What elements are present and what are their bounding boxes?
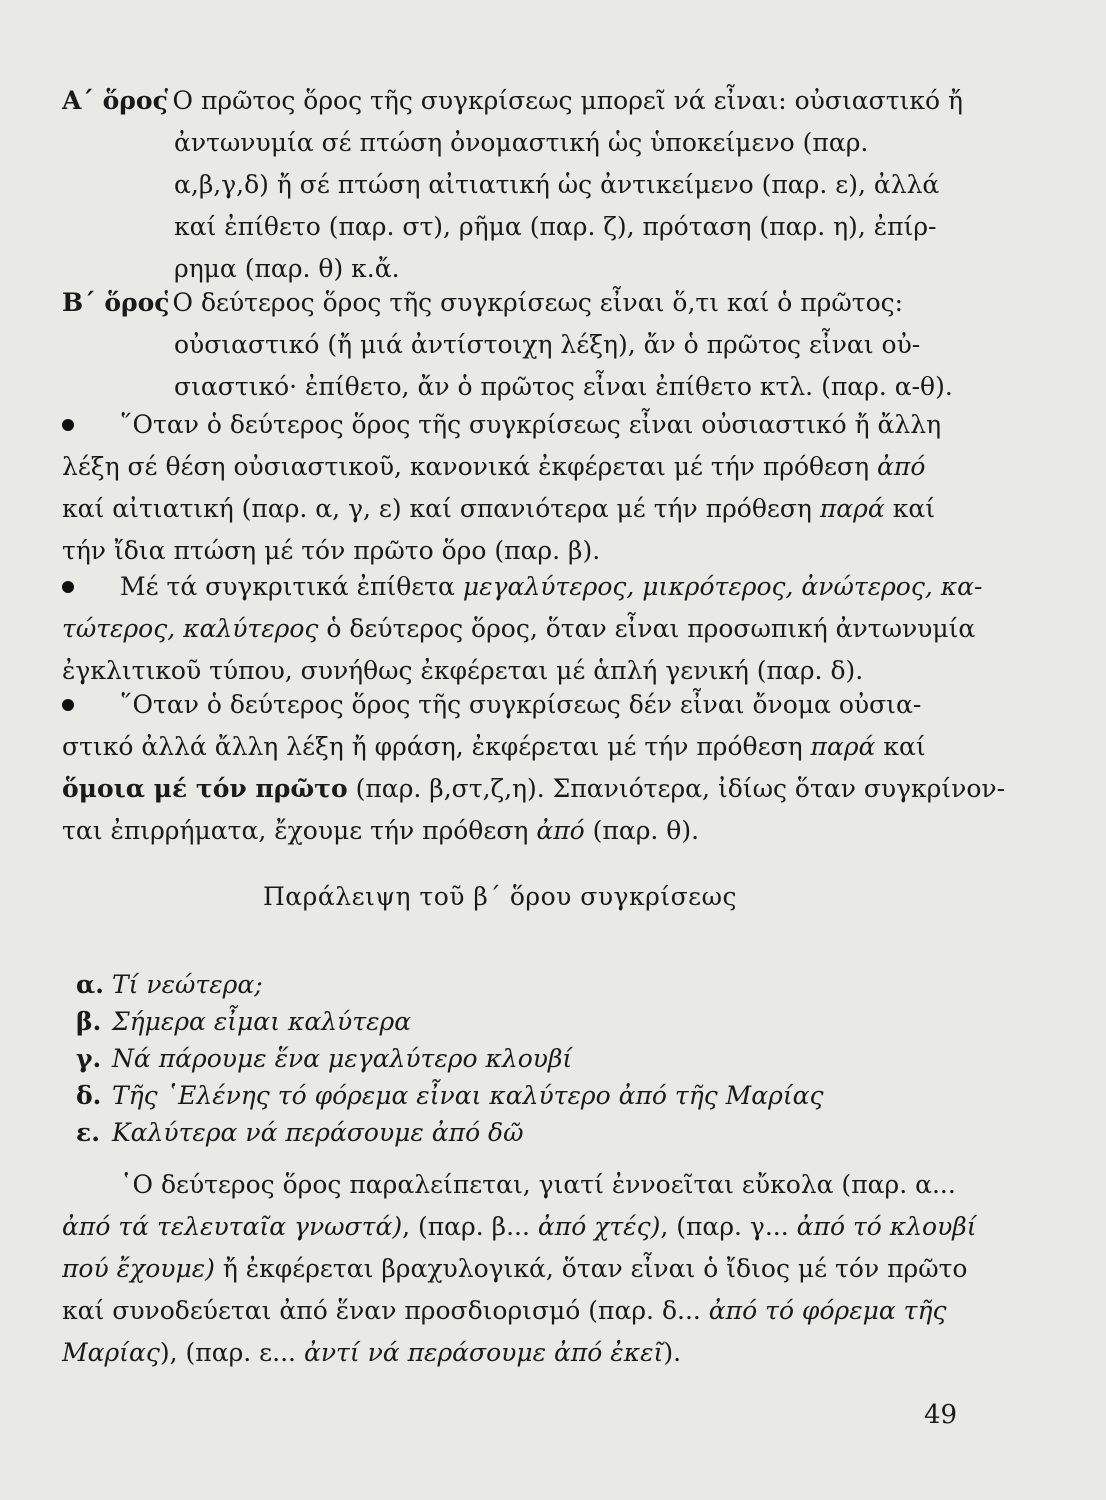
comparative-adjectives-cont: τώτερος, καλύτερος [62, 614, 319, 643]
closing-text: ), (παρ. ε... [159, 1338, 296, 1367]
example-letter: ε. [76, 1118, 100, 1147]
closing-italic: ἀπό τό κλουβί [796, 1212, 977, 1241]
term-a-line-1: ῾Ο πρῶτος ὅρος τῆς συγκρίσεως μπορεῖ νά εἶναι: οὐσιαστικό ἤ [160, 86, 963, 115]
bullet-1-line-4: τήν ἴδια πτώση μέ τόν πρῶτο ὅρο (παρ. β). [62, 536, 601, 565]
bullet-3-line-4: ται ἐπιρρήματα, ἔχουμε τήν πρόθεση [62, 816, 529, 845]
example-text: Καλύτερα νά περάσουμε ἀπό δῶ [112, 1118, 524, 1147]
bold-phrase: ὅμοια μέ τόν πρῶτο [62, 774, 348, 803]
bullet-paragraph-2 [62, 566, 983, 692]
bullet-2-line-2: ὁ δεύτερος ὅρος, ὅταν εἶναι προσωπική ἀντωνυμία [326, 614, 976, 643]
example-text: Σήμερα εἶμαι καλύτερα [112, 1007, 412, 1036]
term-b-line-2: οὐσιαστικό (ἤ μιά ἀντίστοιχη λέξη), ἄν ὁ πρῶτος εἶναι οὐ- [174, 330, 921, 359]
closing-italic: πού ἔχουμε) [62, 1254, 215, 1283]
bullet-dot-icon [62, 581, 74, 593]
closing-text: , (παρ. γ... [660, 1212, 789, 1241]
bullet-paragraph-1 [62, 404, 942, 572]
example-letter: α. [76, 970, 104, 999]
closing-paragraph [62, 1164, 977, 1374]
closing-text: ἤ ἐκφέρεται βραχυλογικά, ὅταν εἶναι ὁ ἴδιος μέ τόν πρῶτο [222, 1254, 968, 1283]
term-a-line-4: καί ἐπίθετο (παρ. στ), ρῆμα (παρ. ζ), πρόταση (παρ. η), ἐπίρ- [174, 212, 937, 241]
bullet-dot-icon [62, 419, 74, 431]
closing-line-1: ῾Ο δεύτερος ὅρος παραλείπεται, γιατί ἐννοεῖται εὔκολα (παρ. α... [120, 1170, 956, 1199]
term-a-line-2: ἀντωνυμία σέ πτώση ὀνομαστική ὡς ὑποκείμενο (παρ. [174, 128, 869, 157]
closing-italic: ἀπό τά τελευταῖα γνωστά) [62, 1212, 403, 1241]
closing-text: ). [663, 1338, 682, 1367]
bullet-dot-icon [62, 699, 74, 711]
example-text: Νά πάρουμε ἕνα μεγαλύτερο κλουβί [112, 1044, 573, 1073]
bullet-3-line-2-end: καί [883, 732, 926, 761]
preposition-para: παρά [810, 732, 876, 761]
list-item [76, 1003, 824, 1040]
examples-list [76, 966, 824, 1151]
term-a-line-5: ρημα (παρ. θ) κ.ἄ. [174, 254, 400, 283]
example-letter: γ. [76, 1044, 102, 1073]
section-heading: Παράλειψη τοῦ β΄ ὅρου συγκρίσεως [263, 882, 737, 911]
closing-text: καί συνοδεύεται ἀπό ἕναν προσδιορισμό (παρ. δ... [62, 1296, 701, 1325]
term-b-label: Β΄ ὅρος [62, 288, 170, 317]
term-b-line-3: σιαστικό· ἐπίθετο, ἄν ὁ πρῶτος εἶναι ἐπίθετο κτλ. (παρ. α-θ). [174, 372, 953, 401]
example-letter: β. [76, 1007, 102, 1036]
bullet-1-line-2: λέξη σέ θέση οὐσιαστικοῦ, κανονικά ἐκφέρεται μέ τήν πρόθεση [62, 452, 870, 481]
bullet-1-line-1: ῞Οταν ὁ δεύτερος ὅρος τῆς συγκρίσεως εἶναι οὐσιαστικό ἤ ἄλλη [120, 410, 942, 439]
bullet-3-line-4-end: (παρ. θ). [592, 816, 700, 845]
bullet-1-line-3-end: καί [892, 494, 936, 523]
closing-italic: ἀπό τό φόρεμα τῆς [708, 1296, 947, 1325]
page-number: 49 [924, 1400, 958, 1430]
preposition-apo: ἀπό [536, 816, 585, 845]
example-text: Τῆς ῾Ελένης τό φόρεμα εἶναι καλύτερο ἀπό τῆς Μαρίας [112, 1081, 824, 1110]
bullet-paragraph-3 [62, 684, 1006, 852]
term-b-line-1: ῾Ο δεύτερος ὅρος τῆς συγκρίσεως εἶναι ὅ,τι καί ὁ πρῶτος: [160, 288, 904, 317]
list-item [76, 966, 824, 1003]
closing-italic: ἀντί νά περάσουμε ἀπό ἐκεῖ [303, 1338, 664, 1367]
bullet-3-line-1: ῞Οταν ὁ δεύτερος ὅρος τῆς συγκρίσεως δέν εἶναι ὄνομα οὐσια- [120, 690, 922, 719]
comparative-adjectives: μεγαλύτερος, μικρότερος, ἀνώτερος, κα- [462, 572, 983, 601]
bullet-1-line-3: καί αἰτιατική (παρ. α, γ, ε) καί σπανιότερα μέ τήν πρόθεση [62, 494, 812, 523]
closing-italic: Μαρίας [62, 1338, 160, 1367]
term-a-line-3: α,β,γ,δ) ἤ σέ πτώση αἰτιατική ὡς ἀντικείμενο (παρ. ε), ἀλλά [174, 170, 940, 199]
example-letter: δ. [76, 1081, 102, 1110]
bullet-3-line-3: (παρ. β,στ,ζ,η). Σπανιότερα, ἰδίως ὅταν συγκρίνον- [355, 774, 1006, 803]
bullet-2-line-3: ἐγκλιτικοῦ τύπου, συνήθως ἐκφέρεται μέ ἁπλή γενική (παρ. δ). [62, 656, 864, 685]
list-item [76, 1077, 824, 1114]
term-a-label: Α΄ ὅρος [62, 86, 168, 115]
preposition-para: παρά [819, 494, 885, 523]
list-item [76, 1040, 824, 1077]
preposition-apo: ἀπό [877, 452, 926, 481]
closing-text: , (παρ. β... [402, 1212, 530, 1241]
list-item [76, 1114, 824, 1151]
bullet-3-line-2: στικό ἀλλά ἄλλη λέξη ἤ φράση, ἐκφέρεται μέ τήν πρόθεση [62, 732, 803, 761]
example-text: Τί νεώτερα; [112, 970, 263, 999]
bullet-2-line-1: Μέ τά συγκριτικά ἐπίθετα [120, 572, 455, 601]
closing-italic: ἀπό χτές) [537, 1212, 661, 1241]
